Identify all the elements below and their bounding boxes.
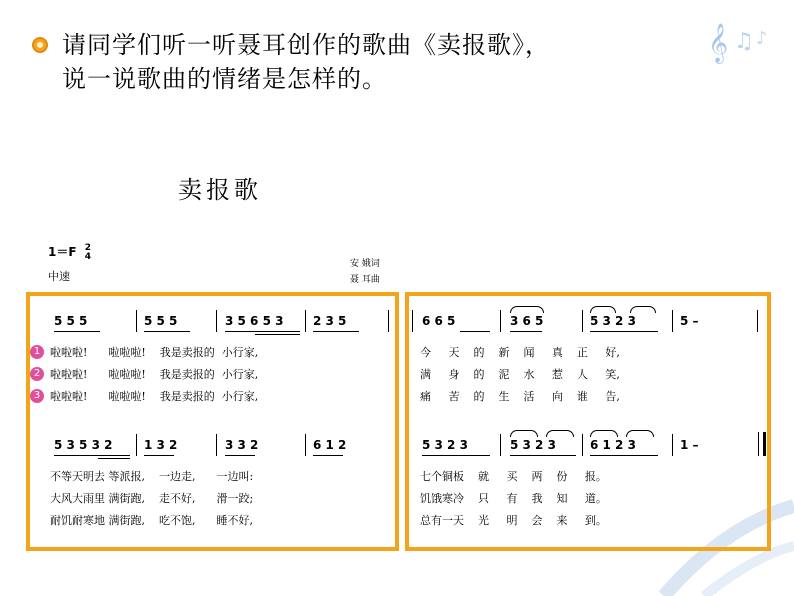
lyric-line: 痛 苦 的 生 活 向 谁 告,	[420, 390, 620, 403]
underline	[510, 455, 576, 456]
notes-row-system-4	[0, 438, 794, 454]
svg-text:𝄞: 𝄞	[708, 23, 729, 63]
measure: 1 3 2	[144, 438, 178, 452]
lyric-line: 总有一天 光 明 会 来 到。	[420, 514, 607, 527]
tie-mark	[546, 430, 574, 437]
lyric-line: 今 天 的 新 闻 真 正 好,	[420, 346, 620, 359]
underline	[460, 331, 490, 332]
svg-text:♪: ♪	[756, 28, 768, 49]
tie-mark	[590, 430, 618, 437]
prompt-line-2: 说一说歌曲的情绪是怎样的。	[62, 65, 387, 93]
measure: 6 6 5	[422, 314, 456, 328]
underline	[590, 331, 658, 332]
underline	[225, 455, 255, 456]
tie-mark	[630, 306, 656, 313]
lyric-line: 啦啦啦! 啦啦啦! 我是卖报的 小行家,	[50, 346, 259, 359]
lyric-line: 啦啦啦! 啦啦啦! 我是卖报的 小行家,	[50, 368, 259, 381]
underline	[54, 331, 100, 332]
barline	[758, 432, 759, 456]
measure: 6 1 2 3	[590, 438, 636, 452]
barline	[500, 310, 501, 332]
time-bottom: 4	[84, 251, 92, 262]
tie-mark	[510, 306, 544, 313]
underline	[144, 331, 190, 332]
barline	[672, 434, 673, 456]
final-barline	[763, 432, 766, 456]
measure: 5 3 2 3	[510, 438, 556, 452]
lyricist-credit: 安 娥词	[350, 259, 380, 269]
measure: 6 1 2	[313, 438, 347, 452]
lyric-line: 不等天明去 等派报, 一边走, 一边叫:	[50, 470, 254, 483]
barline	[582, 434, 583, 456]
underline	[313, 455, 343, 456]
measure: 2 3 5	[313, 314, 347, 328]
underline	[313, 331, 359, 332]
prompt-line-1: 请同学们听一听聂耳创作的歌曲《卖报歌》，	[62, 31, 550, 59]
verse-number: 1	[30, 345, 44, 359]
measure: 1 –	[680, 438, 699, 452]
key-label: 1＝F	[48, 245, 77, 259]
lyric-line: 啦啦啦! 啦啦啦! 我是卖报的 小行家,	[50, 390, 259, 403]
lyric-line: 大风大雨里 满街跑, 走不好, 滑一跤;	[50, 492, 254, 505]
measure: 5 5 5	[144, 314, 178, 328]
measure: 3 3 2	[225, 438, 259, 452]
verse-number: 2	[30, 367, 44, 381]
measure: 5 –	[680, 314, 699, 328]
song-title: 卖报歌	[178, 176, 262, 204]
tie-mark	[510, 430, 538, 437]
composer-credit: 聂 耳曲	[350, 275, 380, 285]
tempo-marking: 中速	[48, 270, 70, 283]
measure: 5 3 2 3	[590, 314, 636, 328]
time-signature	[85, 244, 91, 262]
barline	[500, 434, 501, 456]
lyric-line: 耐饥耐寒地 满街跑, 吃不饱, 睡不好,	[50, 514, 253, 527]
lyric-line: 七个铜板 就 买 两 份 报。	[420, 470, 607, 483]
barline	[757, 310, 758, 332]
underline	[590, 455, 658, 456]
underline	[144, 455, 174, 456]
time-top: 2	[84, 242, 92, 253]
tie-mark	[590, 306, 616, 313]
lyric-line: 饥饿寒冷 只 有 我 知 道。	[420, 492, 607, 505]
music-notes-icon	[706, 14, 776, 64]
barline	[672, 310, 673, 332]
bullet-icon	[32, 37, 48, 53]
underline	[255, 334, 300, 335]
measure: 3 6 5	[510, 314, 544, 328]
underline	[225, 331, 300, 332]
key-signature	[48, 243, 91, 262]
measure: 5 3 2 3	[422, 438, 468, 452]
underline	[510, 331, 542, 332]
prompt-text	[62, 28, 550, 96]
measure: 3 5 6 5 3	[225, 314, 284, 328]
measure: 5 5 5	[54, 314, 88, 328]
tie-mark	[626, 430, 654, 437]
measure: 5 3 5 3 2	[54, 438, 113, 452]
lyric-line: 满 身 的 泥 水 惹 人 笑,	[420, 368, 620, 381]
notes-row-system-2	[0, 314, 794, 330]
svg-text:♫: ♫	[734, 29, 754, 54]
barline	[582, 310, 583, 332]
underline	[422, 455, 490, 456]
verse-number: 3	[30, 389, 44, 403]
underline	[54, 455, 130, 456]
barline	[412, 310, 413, 332]
underline	[98, 458, 130, 459]
